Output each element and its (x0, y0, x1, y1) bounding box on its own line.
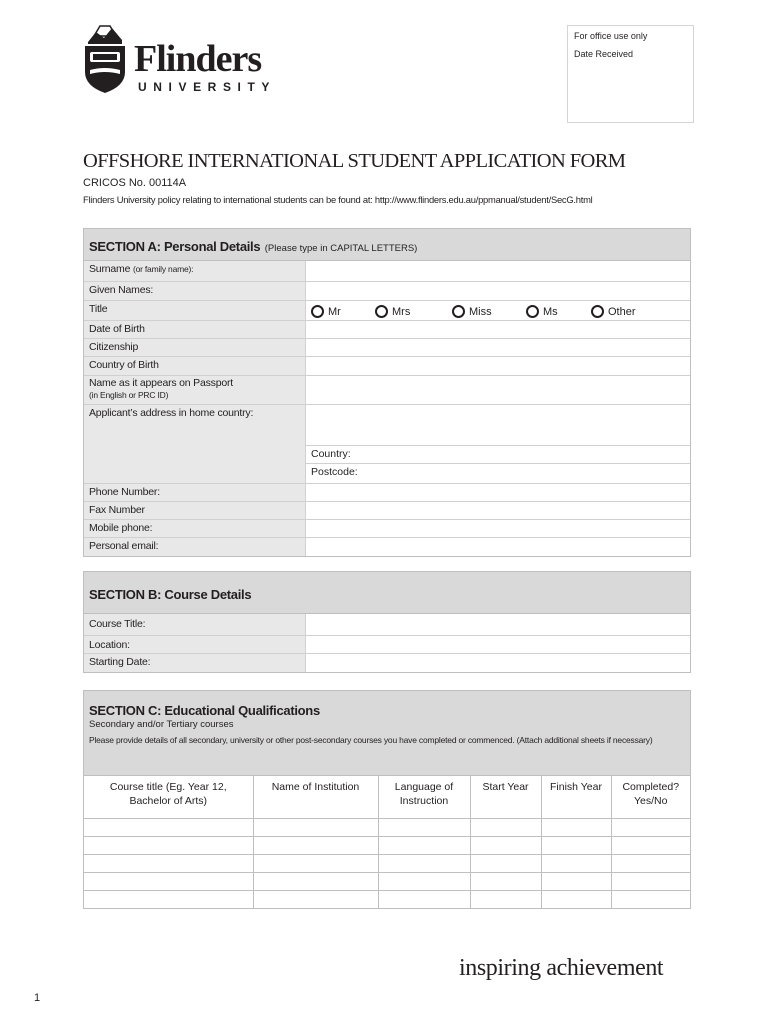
passport-note: (in English or PRC ID) (89, 389, 169, 400)
location-row (84, 636, 690, 654)
surname-note: (or family name): (132, 264, 194, 274)
surname-row (84, 261, 690, 282)
crest-icon (82, 24, 128, 94)
address-block (306, 405, 690, 483)
mobile-input[interactable] (306, 520, 690, 537)
radio-circle-icon (452, 305, 465, 318)
table-row (84, 872, 690, 890)
title-radio-other[interactable]: Other (591, 305, 636, 318)
policy-text: Flinders University policy relating to international students can be found at: http://www.flinders.edu.au/ppmanual/student/SecG.html (83, 194, 593, 205)
citizenship-label: Citizenship (84, 339, 306, 356)
starting-date-row (84, 654, 690, 672)
section-c-header (84, 691, 690, 776)
section-a (83, 228, 691, 557)
starting-date-input[interactable] (306, 654, 690, 672)
title-radio-miss[interactable]: Miss (452, 305, 526, 318)
radio-circle-icon (375, 305, 388, 318)
flinders-logo (82, 22, 282, 97)
section-c-note: Please provide details of all secondary, university or other post-secondary courses you have completed or commenced. (Attach additional sheets if necessary) (89, 735, 653, 745)
radio-circle-icon (526, 305, 539, 318)
office-use-label: For office use only (574, 31, 648, 41)
table-row (84, 890, 690, 908)
course-title-row (84, 614, 690, 636)
starting-date-label: Starting Date: (84, 654, 306, 672)
surname-input[interactable] (306, 261, 690, 281)
citizenship-input[interactable] (306, 339, 690, 356)
section-c (83, 690, 691, 909)
address-input[interactable] (306, 405, 690, 446)
country-of-birth-row (84, 357, 690, 376)
logo-subtitle: UNIVERSITY (138, 80, 277, 94)
title-radio-group (306, 301, 690, 320)
title-label: Title (84, 301, 306, 320)
phone-label: Phone Number: (84, 484, 306, 501)
address-row (84, 405, 690, 484)
office-use-box (567, 25, 694, 123)
passport-name-row (84, 376, 690, 405)
citizenship-row (84, 339, 690, 357)
title-radio-mr[interactable]: Mr (311, 305, 375, 318)
passport-name-label: Name as it appears on Passport (in English or PRC ID) (84, 376, 306, 404)
fax-label: Fax Number (84, 502, 306, 519)
page-number: 1 (34, 992, 41, 1004)
section-a-header (84, 229, 690, 261)
col-institution: Name of Institution (253, 776, 378, 818)
given-names-label: Given Names: (84, 282, 306, 300)
title-radio-ms[interactable]: Ms (526, 305, 591, 318)
country-of-birth-label: Country of Birth (84, 357, 306, 375)
section-b-heading: SECTION B: Course Details (89, 587, 252, 602)
dob-input[interactable] (306, 321, 690, 338)
col-language: Language of Instruction (378, 776, 470, 818)
title-radio-mrs[interactable]: Mrs (375, 305, 452, 318)
given-names-input[interactable] (306, 282, 690, 300)
section-a-note: (Please type in CAPITAL LETTERS) (264, 243, 418, 254)
address-label: Applicant’s address in home country: (84, 405, 306, 483)
email-input[interactable] (306, 538, 690, 556)
country-label: Country: (311, 448, 351, 460)
col-course-title: Course title (Eg. Year 12, Bachelor of Arts) (84, 776, 253, 818)
course-title-label: Course Title: (84, 614, 306, 635)
dob-label: Date of Birth (84, 321, 306, 338)
fax-row (84, 502, 690, 520)
table-row (84, 818, 690, 836)
dob-row (84, 321, 690, 339)
table-row (84, 854, 690, 872)
location-input[interactable] (306, 636, 690, 653)
section-c-heading: SECTION C: Educational Qualifications (89, 703, 320, 718)
mobile-label: Mobile phone: (84, 520, 306, 537)
postcode-label: Postcode: (311, 466, 358, 478)
phone-input[interactable] (306, 484, 690, 501)
title-row (84, 301, 690, 321)
col-start-year: Start Year (470, 776, 541, 818)
postcode-input[interactable] (306, 464, 690, 483)
section-b (83, 571, 691, 673)
mobile-row (84, 520, 690, 538)
given-names-row (84, 282, 690, 301)
location-label: Location: (84, 636, 306, 653)
section-c-subheading: Secondary and/or Tertiary courses (89, 719, 234, 730)
qualifications-table (84, 776, 690, 908)
section-a-heading: SECTION A: Personal Details (89, 239, 261, 254)
logo-wordmark: Flinders (134, 38, 262, 80)
radio-circle-icon (311, 305, 324, 318)
email-label: Personal email: (84, 538, 306, 556)
country-of-birth-input[interactable] (306, 357, 690, 375)
email-row (84, 538, 690, 556)
course-title-input[interactable] (306, 614, 690, 635)
col-finish-year: Finish Year (541, 776, 611, 818)
fax-input[interactable] (306, 502, 690, 519)
table-row (84, 836, 690, 854)
passport-name-input[interactable] (306, 376, 690, 404)
phone-row (84, 484, 690, 502)
country-input[interactable] (306, 446, 690, 464)
tagline: inspiring achievement (459, 955, 664, 981)
col-completed: Completed? Yes/No (611, 776, 690, 818)
radio-circle-icon (591, 305, 604, 318)
surname-label: Surname (or family name): (84, 261, 306, 281)
table-header-row (84, 776, 690, 818)
form-title: OFFSHORE INTERNATIONAL STUDENT APPLICATION FORM (83, 150, 626, 172)
cricos-number: CRICOS No. 00114A (83, 177, 187, 189)
section-b-header (84, 572, 690, 614)
date-received-label: Date Received (574, 49, 634, 59)
